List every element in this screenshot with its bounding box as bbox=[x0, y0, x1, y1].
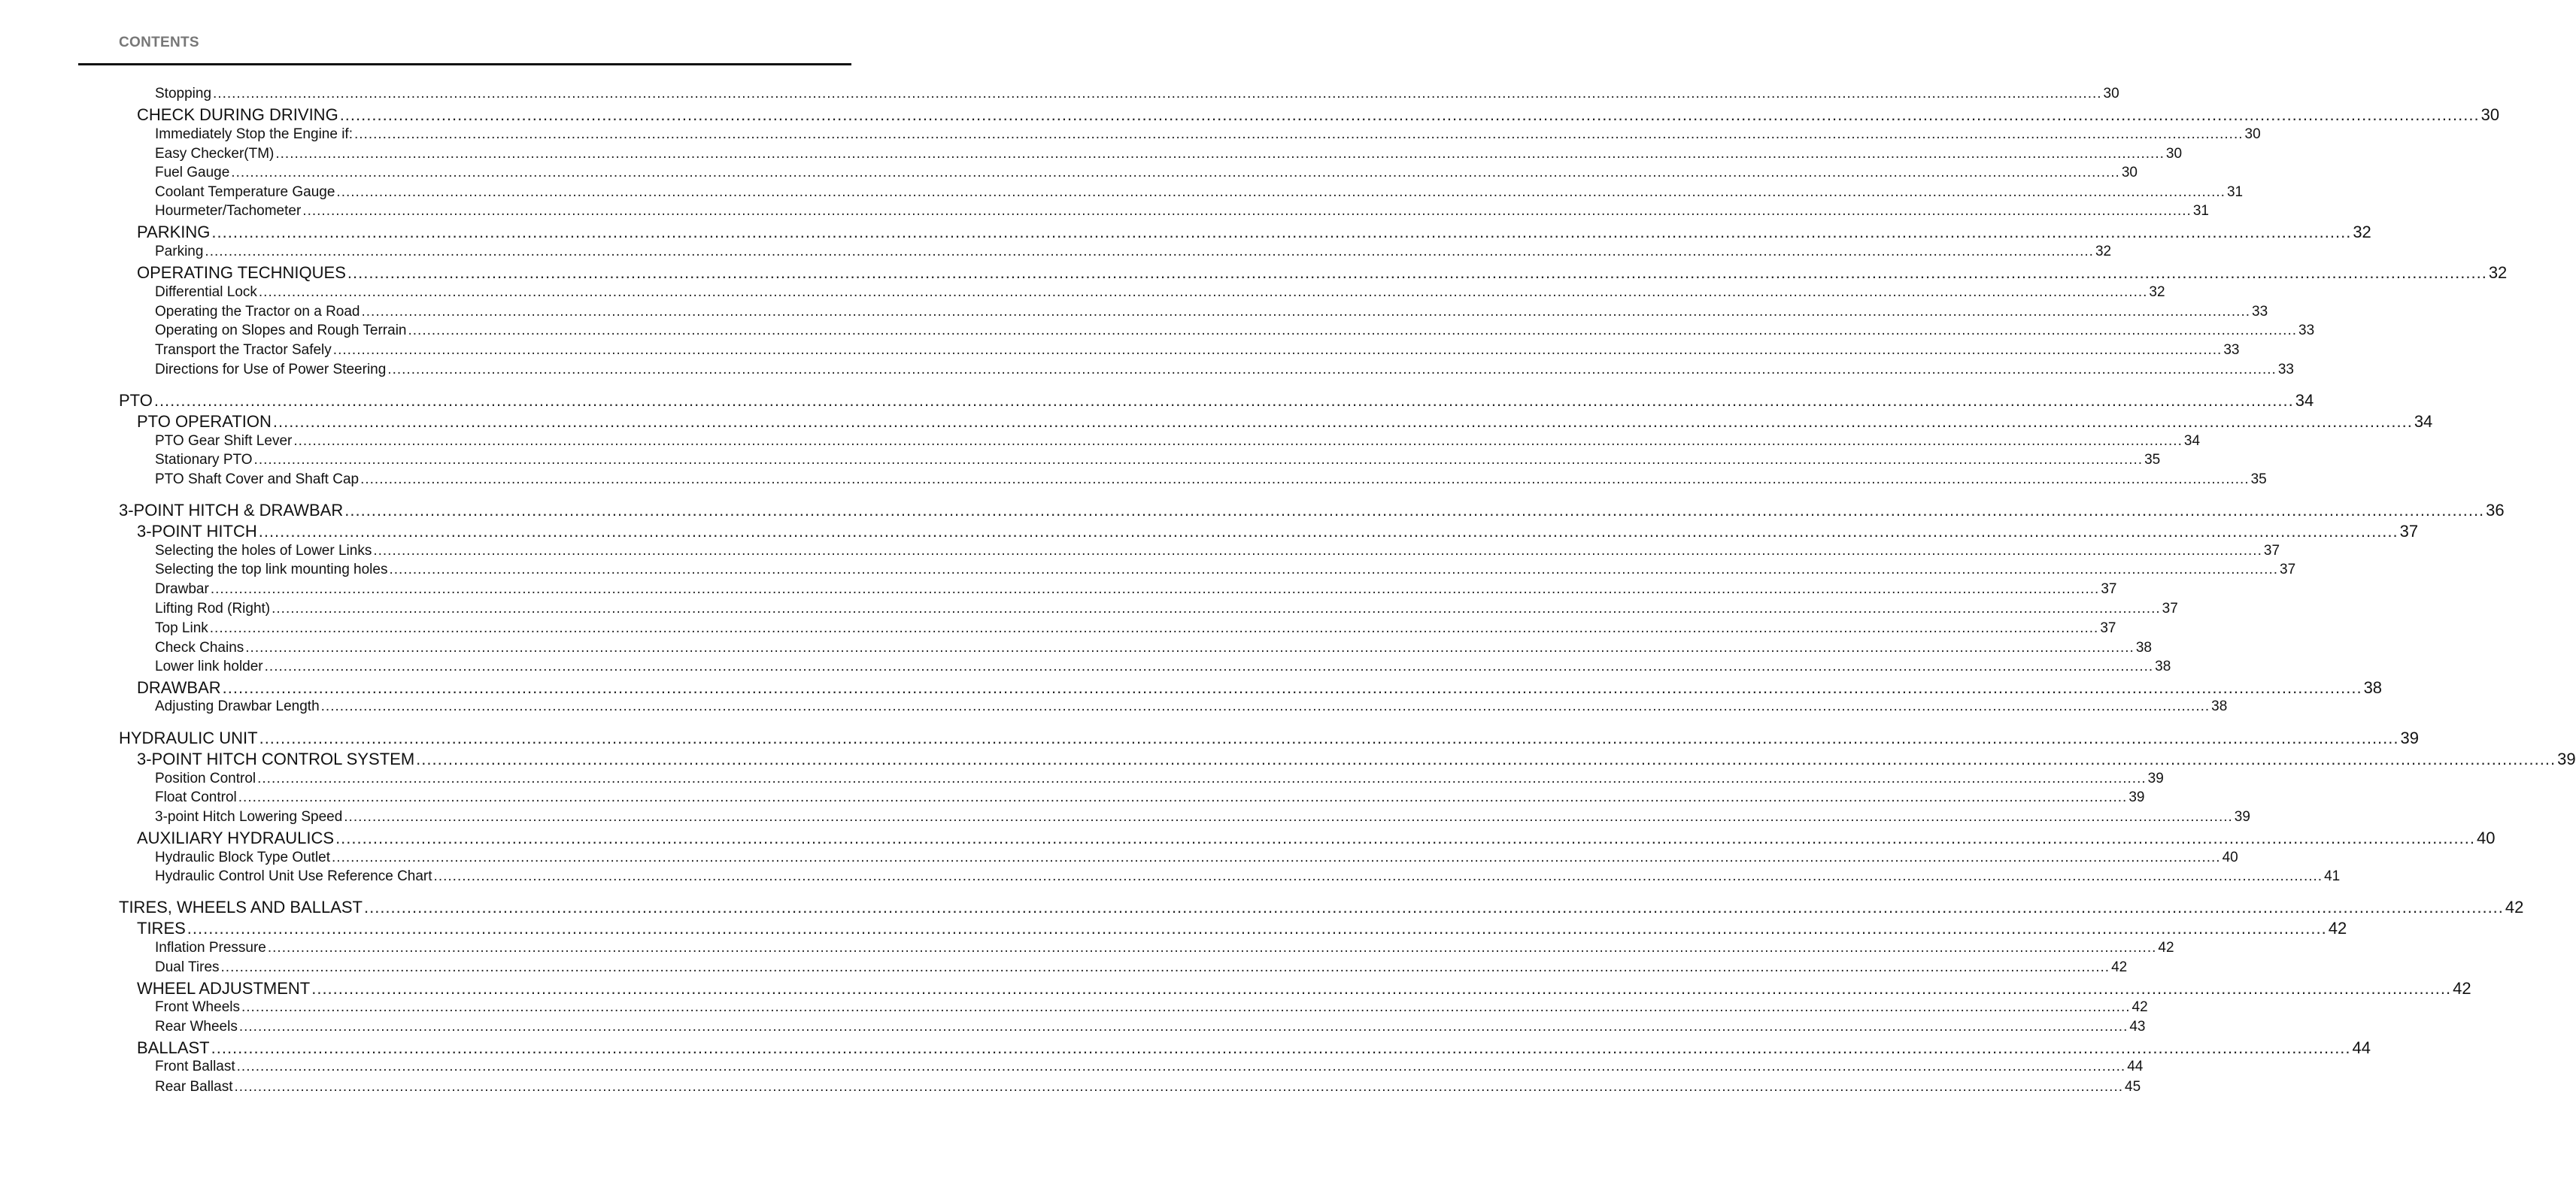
toc-entry-label: 3-point Hitch Lowering Speed bbox=[155, 809, 343, 825]
toc-entry[interactable] bbox=[155, 146, 2183, 162]
toc-entry[interactable] bbox=[155, 126, 2261, 143]
toc-entry-label: TIRES bbox=[137, 919, 186, 938]
toc-dot-leader: ................................................................................................................................................................................................................................................................................................................................................................................................................ bbox=[360, 471, 2250, 487]
toc-entry[interactable] bbox=[137, 750, 2576, 769]
toc-entry-page: 42 bbox=[2453, 979, 2471, 998]
toc-entry[interactable] bbox=[137, 223, 2371, 242]
toc-entry-page: 32 bbox=[2149, 284, 2165, 300]
toc-entry-label: Fuel Gauge bbox=[155, 165, 230, 180]
toc-entry[interactable] bbox=[155, 184, 2244, 201]
toc-entry-page: 32 bbox=[2353, 223, 2371, 241]
toc-entry[interactable] bbox=[155, 868, 2341, 885]
toc-entry-label: OPERATING TECHNIQUES bbox=[137, 263, 346, 282]
toc-dot-leader: ................................................................................................................................................................................................................................................................................................................................................................................................................ bbox=[205, 244, 2094, 259]
toc-dot-leader: ................................................................................................................................................................................................................................................................................................................................................................................................................ bbox=[211, 1038, 2351, 1057]
toc-entry-label: Hydraulic Control Unit Use Reference Chart bbox=[155, 868, 432, 884]
toc-dot-leader: ................................................................................................................................................................................................................................................................................................................................................................................................................ bbox=[238, 1019, 2128, 1035]
toc-entry-label: Selecting the holes of Lower Links bbox=[155, 543, 372, 559]
toc-entry-page: 44 bbox=[2352, 1038, 2371, 1057]
toc-entry[interactable] bbox=[155, 581, 2117, 598]
toc-entry[interactable] bbox=[119, 729, 2419, 748]
toc-dot-leader: ................................................................................................................................................................................................................................................................................................................................................................................................................ bbox=[332, 342, 2223, 358]
toc-dot-leader: ................................................................................................................................................................................................................................................................................................................................................................................................................ bbox=[257, 771, 2147, 786]
toc-entry[interactable] bbox=[155, 452, 2161, 468]
toc-dot-leader: ................................................................................................................................................................................................................................................................................................................................................................................................................ bbox=[332, 850, 2221, 865]
toc-entry-label: Rear Ballast bbox=[155, 1079, 233, 1095]
toc-entry-label: DRAWBAR bbox=[137, 678, 221, 697]
toc-dot-leader: ................................................................................................................................................................................................................................................................................................................................................................................................................ bbox=[264, 659, 2154, 674]
toc-entry[interactable] bbox=[155, 620, 2116, 637]
toc-entry-page: 42 bbox=[2158, 940, 2174, 956]
toc-dot-leader: ................................................................................................................................................................................................................................................................................................................................................................................................................ bbox=[361, 304, 2251, 320]
toc-entry-page: 38 bbox=[2211, 698, 2228, 714]
toc-entry[interactable] bbox=[155, 789, 2145, 806]
toc-entry[interactable] bbox=[155, 850, 2238, 866]
toc-entry-label: 3-POINT HITCH bbox=[137, 522, 257, 541]
toc-entry-label: CHECK DURING DRIVING bbox=[137, 105, 338, 124]
toc-entry[interactable] bbox=[155, 362, 2294, 378]
toc-entry-label: Inflation Pressure bbox=[155, 940, 266, 956]
toc-entry-page: 37 bbox=[2280, 562, 2296, 577]
toc-dot-leader: ................................................................................................................................................................................................................................................................................................................................................................................................................ bbox=[433, 868, 2323, 884]
toc-entry-page: 40 bbox=[2476, 829, 2496, 847]
toc-entry[interactable] bbox=[155, 433, 2201, 450]
toc-entry-label: Operating the Tractor on a Road bbox=[155, 304, 360, 320]
toc-dot-leader: ................................................................................................................................................................................................................................................................................................................................................................................................................ bbox=[210, 581, 2100, 597]
toc-entry-page: 34 bbox=[2414, 412, 2433, 431]
toc-entry-label: Check Chains bbox=[155, 640, 244, 656]
toc-dot-leader: ................................................................................................................................................................................................................................................................................................................................................................................................................ bbox=[344, 809, 2233, 825]
toc-entry[interactable] bbox=[155, 304, 2268, 320]
toc-dot-leader: ................................................................................................................................................................................................................................................................................................................................................................................................................ bbox=[347, 263, 2487, 282]
toc-entry-page: 35 bbox=[2144, 452, 2161, 468]
toc-entry[interactable] bbox=[155, 809, 2250, 826]
toc-entry-page: 31 bbox=[2226, 184, 2244, 200]
toc-dot-leader: ................................................................................................................................................................................................................................................................................................................................................................................................................ bbox=[311, 979, 2452, 998]
toc-dot-leader: ................................................................................................................................................................................................................................................................................................................................................................................................................ bbox=[339, 105, 2480, 124]
toc-entry[interactable] bbox=[155, 323, 2315, 339]
toc-dot-leader: ................................................................................................................................................................................................................................................................................................................................................................................................................ bbox=[222, 678, 2362, 697]
toc-entry[interactable] bbox=[137, 1038, 2371, 1058]
toc-entry-page: 31 bbox=[2192, 203, 2209, 219]
toc-entry-page: 30 bbox=[2165, 146, 2183, 162]
toc-dot-leader: ................................................................................................................................................................................................................................................................................................................................................................................................................ bbox=[238, 789, 2128, 805]
toc-entry-page: 35 bbox=[2250, 471, 2267, 487]
toc-entry-page: 42 bbox=[2111, 959, 2128, 975]
toc-entry[interactable] bbox=[155, 244, 2112, 260]
toc-entry-page: 30 bbox=[2480, 105, 2500, 124]
toc-dot-leader: ................................................................................................................................................................................................................................................................................................................................................................................................................ bbox=[236, 1059, 2126, 1074]
toc-entry[interactable] bbox=[155, 543, 2280, 559]
toc-entry-label: BALLAST bbox=[137, 1038, 210, 1057]
toc-entry-label: Transport the Tractor Safely bbox=[155, 342, 332, 358]
toc-dot-leader: ................................................................................................................................................................................................................................................................................................................................................................................................................ bbox=[253, 452, 2144, 468]
toc-entry-page: 41 bbox=[2324, 868, 2341, 884]
toc-entry-page: 37 bbox=[2162, 601, 2178, 617]
toc-entry-page: 38 bbox=[2155, 659, 2171, 674]
toc-entry-page: 37 bbox=[2399, 522, 2419, 541]
toc-entry-page: 42 bbox=[2131, 999, 2148, 1015]
toc-entry-label: Hydraulic Block Type Outlet bbox=[155, 850, 331, 865]
toc-entry-page: 30 bbox=[2121, 165, 2138, 180]
toc-entry[interactable] bbox=[155, 1079, 2141, 1095]
toc-entry[interactable] bbox=[155, 698, 2228, 715]
toc-entry-page: 38 bbox=[2363, 678, 2383, 697]
toc-dot-leader: ................................................................................................................................................................................................................................................................................................................................................................................................................ bbox=[259, 729, 2399, 747]
toc-entry-label: AUXILIARY HYDRAULICS bbox=[137, 829, 335, 847]
toc-entry-label: TIRES, WHEELS AND BALLAST bbox=[119, 898, 363, 917]
toc-entry-label: 3-POINT HITCH & DRAWBAR bbox=[119, 501, 344, 520]
toc-entry[interactable] bbox=[119, 501, 2505, 520]
toc-entry[interactable] bbox=[137, 829, 2496, 848]
toc-entry[interactable] bbox=[137, 979, 2471, 998]
toc-dot-leader: ................................................................................................................................................................................................................................................................................................................................................................................................................ bbox=[408, 323, 2298, 338]
toc-entry-page: 36 bbox=[2486, 501, 2505, 520]
toc-dot-leader: ................................................................................................................................................................................................................................................................................................................................................................................................................ bbox=[363, 898, 2504, 917]
toc-entry[interactable] bbox=[119, 898, 2524, 917]
toc-dot-leader: ................................................................................................................................................................................................................................................................................................................................................................................................................ bbox=[213, 86, 2102, 102]
toc-entry-page: 39 bbox=[2400, 729, 2419, 747]
toc-dot-leader: ................................................................................................................................................................................................................................................................................................................................................................................................................ bbox=[389, 562, 2279, 577]
toc-entry-label: Lower link holder bbox=[155, 659, 263, 674]
toc-dot-leader: ................................................................................................................................................................................................................................................................................................................................................................................................................ bbox=[387, 362, 2277, 377]
toc-entry-page: 40 bbox=[2222, 850, 2238, 865]
toc-entry-label: PTO OPERATION bbox=[137, 412, 272, 431]
toc-entry[interactable] bbox=[155, 1059, 2144, 1075]
toc-entry[interactable] bbox=[155, 640, 2152, 656]
toc-entry-label: Selecting the top link mounting holes bbox=[155, 562, 388, 577]
toc-entry-page: 42 bbox=[2328, 919, 2347, 938]
toc-entry-page: 43 bbox=[2129, 1019, 2146, 1035]
toc-entry-page: 39 bbox=[2147, 771, 2164, 786]
toc-entry-page: 42 bbox=[2505, 898, 2524, 917]
toc-dot-leader: ................................................................................................................................................................................................................................................................................................................................................................................................................ bbox=[234, 1079, 2124, 1095]
toc-dot-leader: ................................................................................................................................................................................................................................................................................................................................................................................................................ bbox=[353, 126, 2244, 142]
toc-entry-label: Rear Wheels bbox=[155, 1019, 238, 1035]
toc-entry-page: 34 bbox=[2295, 391, 2314, 410]
toc-entry-label: Directions for Use of Power Steering bbox=[155, 362, 387, 377]
toc-dot-leader: ................................................................................................................................................................................................................................................................................................................................................................................................................ bbox=[220, 959, 2110, 975]
toc-dot-leader: ................................................................................................................................................................................................................................................................................................................................................................................................................ bbox=[231, 165, 2120, 180]
toc-entry-page: 33 bbox=[2252, 304, 2268, 320]
toc-entry-label: HYDRAULIC UNIT bbox=[119, 729, 258, 747]
toc-entry[interactable] bbox=[155, 959, 2128, 976]
toc-entry-label: Lifting Rod (Right) bbox=[155, 601, 271, 617]
toc-entry[interactable] bbox=[137, 522, 2419, 541]
toc-entry[interactable] bbox=[137, 678, 2383, 698]
toc-entry-label: Drawbar bbox=[155, 581, 209, 597]
toc-dot-leader: ................................................................................................................................................................................................................................................................................................................................................................................................................ bbox=[211, 223, 2352, 241]
toc-entry[interactable] bbox=[137, 263, 2508, 283]
toc-entry[interactable] bbox=[137, 919, 2347, 938]
toc-entry-label: Operating on Slopes and Rough Terrain bbox=[155, 323, 407, 338]
toc-entry-page: 32 bbox=[2095, 244, 2112, 259]
toc-dot-leader: ................................................................................................................................................................................................................................................................................................................................................................................................................ bbox=[416, 750, 2556, 768]
toc-dot-leader: ................................................................................................................................................................................................................................................................................................................................................................................................................ bbox=[320, 698, 2210, 714]
toc-entry-page: 33 bbox=[2298, 323, 2315, 338]
toc-dot-leader: ................................................................................................................................................................................................................................................................................................................................................................................................................ bbox=[336, 184, 2226, 200]
toc-entry-label: PARKING bbox=[137, 223, 211, 241]
toc-dot-leader: ................................................................................................................................................................................................................................................................................................................................................................................................................ bbox=[272, 412, 2413, 431]
toc-dot-leader: ................................................................................................................................................................................................................................................................................................................................................................................................................ bbox=[241, 999, 2131, 1015]
toc-dot-leader: ................................................................................................................................................................................................................................................................................................................................................................................................................ bbox=[302, 203, 2192, 219]
toc-dot-leader: ................................................................................................................................................................................................................................................................................................................................................................................................................ bbox=[272, 601, 2161, 617]
toc-dot-leader: ................................................................................................................................................................................................................................................................................................................................................................................................................ bbox=[335, 829, 2475, 847]
toc-entry-label: Stationary PTO bbox=[155, 452, 253, 468]
toc-entry[interactable] bbox=[155, 940, 2174, 956]
toc-entry[interactable] bbox=[155, 86, 2119, 102]
toc-dot-leader: ................................................................................................................................................................................................................................................................................................................................................................................................................ bbox=[293, 433, 2183, 449]
toc-entry-label: Front Wheels bbox=[155, 999, 240, 1015]
toc-entry[interactable] bbox=[155, 601, 2178, 617]
toc-entry-label: Immediately Stop the Engine if: bbox=[155, 126, 353, 142]
toc-entry-label: Hourmeter/Tachometer bbox=[155, 203, 302, 219]
toc-entry[interactable] bbox=[155, 999, 2148, 1016]
toc-entry[interactable] bbox=[155, 342, 2240, 359]
toc-entry[interactable] bbox=[155, 471, 2267, 488]
toc-entry-page: 33 bbox=[2277, 362, 2294, 377]
toc-entry-page: 45 bbox=[2125, 1079, 2141, 1095]
toc-entry[interactable] bbox=[155, 203, 2209, 220]
toc-entry[interactable] bbox=[155, 771, 2164, 787]
toc-dot-leader: ................................................................................................................................................................................................................................................................................................................................................................................................................ bbox=[258, 522, 2399, 541]
toc-entry[interactable] bbox=[119, 391, 2314, 411]
toc-entry[interactable] bbox=[137, 412, 2433, 432]
toc-entry[interactable] bbox=[155, 659, 2171, 675]
toc-dot-leader: ................................................................................................................................................................................................................................................................................................................................................................................................................ bbox=[344, 501, 2485, 520]
toc-dot-leader: ................................................................................................................................................................................................................................................................................................................................................................................................................ bbox=[209, 620, 2099, 636]
toc-entry[interactable] bbox=[155, 1019, 2146, 1035]
toc-entry-label: Dual Tires bbox=[155, 959, 220, 975]
toc-entry-label: Easy Checker(TM) bbox=[155, 146, 275, 162]
toc-entry-label: Position Control bbox=[155, 771, 256, 786]
toc-entry-label: PTO Shaft Cover and Shaft Cap bbox=[155, 471, 360, 487]
toc-entry-label: Top Link bbox=[155, 620, 208, 636]
toc-entry[interactable] bbox=[155, 562, 2296, 578]
toc-entry[interactable] bbox=[155, 165, 2138, 181]
toc-entry[interactable] bbox=[137, 105, 2500, 125]
toc-entry-page: 34 bbox=[2183, 433, 2201, 449]
toc-entry-page: 39 bbox=[2557, 750, 2576, 768]
toc-entry-label: 3-POINT HITCH CONTROL SYSTEM bbox=[137, 750, 415, 768]
toc-entry-page: 30 bbox=[2103, 86, 2119, 102]
toc-entry-page: 38 bbox=[2135, 640, 2152, 656]
toc-entry-page: 37 bbox=[2101, 581, 2117, 597]
toc-entry[interactable] bbox=[155, 284, 2165, 301]
toc-entry-page: 37 bbox=[2100, 620, 2116, 636]
toc-dot-leader: ................................................................................................................................................................................................................................................................................................................................................................................................................ bbox=[258, 284, 2148, 300]
toc-entry-page: 30 bbox=[2244, 126, 2261, 142]
toc-entry-label: Parking bbox=[155, 244, 204, 259]
toc-dot-leader: ................................................................................................................................................................................................................................................................................................................................................................................................................ bbox=[187, 919, 2327, 938]
toc-entry-label: Differential Lock bbox=[155, 284, 257, 300]
toc-entry-label: PTO Gear Shift Lever bbox=[155, 433, 293, 449]
toc-entry-page: 39 bbox=[2128, 789, 2145, 805]
toc-entry-label: Coolant Temperature Gauge bbox=[155, 184, 335, 200]
toc-dot-leader: ................................................................................................................................................................................................................................................................................................................................................................................................................ bbox=[373, 543, 2262, 559]
toc-entry-label: Stopping bbox=[155, 86, 212, 102]
toc-entry-label: Front Ballast bbox=[155, 1059, 235, 1074]
toc-entry-page: 32 bbox=[2488, 263, 2508, 282]
toc-dot-leader: ................................................................................................................................................................................................................................................................................................................................................................................................................ bbox=[153, 391, 2294, 410]
page-header-title: CONTENTS bbox=[119, 35, 199, 50]
toc-entry-label: Adjusting Drawbar Length bbox=[155, 698, 320, 714]
toc-entry-page: 37 bbox=[2263, 543, 2280, 559]
toc-entry-label: Float Control bbox=[155, 789, 237, 805]
toc-entry-label: WHEEL ADJUSTMENT bbox=[137, 979, 311, 998]
toc-entry-page: 39 bbox=[2234, 809, 2250, 825]
toc-entry-label: PTO bbox=[119, 391, 153, 410]
toc-entry-page: 33 bbox=[2223, 342, 2240, 358]
toc-dot-leader: ................................................................................................................................................................................................................................................................................................................................................................................................................ bbox=[267, 940, 2157, 956]
toc-dot-leader: ................................................................................................................................................................................................................................................................................................................................................................................................................ bbox=[245, 640, 2135, 656]
toc-entry-page: 44 bbox=[2127, 1059, 2144, 1074]
toc-dot-leader: ................................................................................................................................................................................................................................................................................................................................................................................................................ bbox=[275, 146, 2165, 162]
